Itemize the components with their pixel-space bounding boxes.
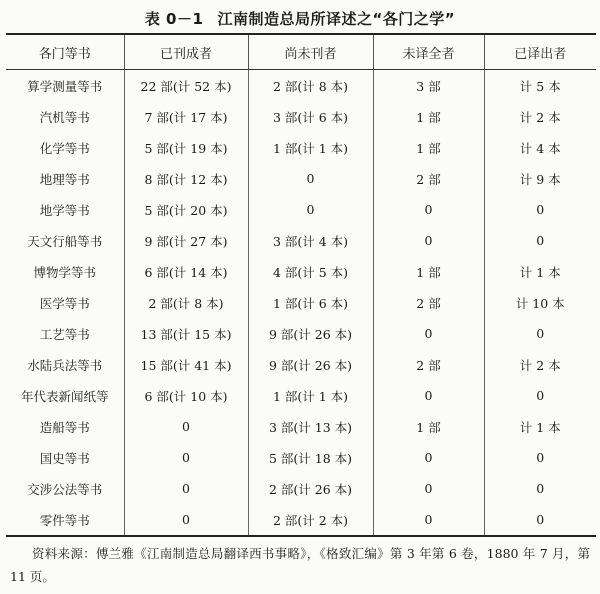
- table-cell: 9 部(计 26 本): [248, 318, 373, 349]
- category-cell: 造船等书: [39, 419, 90, 435]
- category-cell: 水陆兵法等书: [27, 357, 103, 373]
- table-row: [6, 101, 596, 132]
- table-cell: 9 部(计 27 本): [124, 225, 248, 256]
- table-cell: 计 10 本: [484, 287, 596, 318]
- table-cell: 0: [484, 318, 596, 349]
- table-cell: 0: [124, 442, 248, 473]
- table-cell: 2 部(计 2 本): [248, 504, 373, 536]
- table-cell: 计 2 本: [484, 349, 596, 380]
- table-cell: 6 部(计 14 本): [124, 256, 248, 287]
- table-number: 表 0－1: [144, 10, 204, 28]
- table-cell: 1 部(计 6 本): [248, 287, 373, 318]
- table-body: [6, 70, 596, 537]
- table-cell: 0: [373, 380, 484, 411]
- column-header: 已刊成者: [124, 34, 248, 70]
- table-cell: 3 部(计 13 本): [248, 411, 373, 442]
- table-cell: 0: [373, 194, 484, 225]
- table-cell: 2 部(计 8 本): [124, 287, 248, 318]
- table-cell: 0: [373, 473, 484, 504]
- table-cell: 2 部: [373, 163, 484, 194]
- table-cell: 计 1 本: [484, 256, 596, 287]
- table-cell: 1 部(计 1 本): [248, 132, 373, 163]
- table-cell: 计 2 本: [484, 101, 596, 132]
- category-cell: 地理等书: [39, 171, 90, 187]
- table-cell: 0: [484, 504, 596, 536]
- table-title: 江南制造总局所译述之“各门之学”: [217, 10, 456, 28]
- category-cell: 国史等书: [39, 450, 90, 466]
- table-row: [6, 349, 596, 380]
- table-cell: 1 部: [373, 101, 484, 132]
- table-cell: 3 部(计 4 本): [248, 225, 373, 256]
- table-cell: 2 部(计 26 本): [248, 473, 373, 504]
- table-cell: 计 4 本: [484, 132, 596, 163]
- table-row: [6, 70, 596, 102]
- category-cell: 地学等书: [39, 202, 90, 218]
- table-cell: 2 部: [373, 349, 484, 380]
- table-row: [6, 194, 596, 225]
- table-cell: 22 部(计 52 本): [124, 70, 248, 102]
- category-cell: 算学测量等书: [27, 78, 103, 94]
- table-cell: 0: [124, 504, 248, 536]
- table-cell: 5 部(计 20 本): [124, 194, 248, 225]
- column-header: 尚未刊者: [248, 34, 373, 70]
- table-cell: 0: [124, 411, 248, 442]
- table-row: [6, 380, 596, 411]
- table-cell: 0: [484, 442, 596, 473]
- table-row: [6, 287, 596, 318]
- table-cell: 3 部: [373, 70, 484, 102]
- table-cell: 6 部(计 10 本): [124, 380, 248, 411]
- table-cell: 0: [373, 442, 484, 473]
- category-cell: 医学等书: [39, 295, 90, 311]
- category-cell: 化学等书: [39, 140, 90, 156]
- table-row: [6, 256, 596, 287]
- table-cell: 0: [373, 225, 484, 256]
- category-cell: 天文行船等书: [27, 233, 103, 249]
- table-cell: 15 部(计 41 本): [124, 349, 248, 380]
- table-cell: 0: [484, 473, 596, 504]
- source-note: 资料来源：傅兰雅《江南制造总局翻译西书事略》，《格致汇编》第 3 年第 6 卷，1880 年 7 月，第 11 页。: [10, 546, 590, 584]
- table-cell: 0: [248, 163, 373, 194]
- table-cell: 3 部(计 6 本): [248, 101, 373, 132]
- table-cell: 7 部(计 17 本): [124, 101, 248, 132]
- category-cell: 工艺等书: [39, 326, 90, 342]
- table-cell: 8 部(计 12 本): [124, 163, 248, 194]
- table-header-row: [6, 34, 596, 70]
- table-cell: 1 部(计 1 本): [248, 380, 373, 411]
- category-cell: 汽机等书: [39, 109, 90, 125]
- table-cell: 计 1 本: [484, 411, 596, 442]
- table-cell: 0: [248, 194, 373, 225]
- table-row: [6, 504, 596, 536]
- column-header: 各门等书: [6, 34, 124, 70]
- table-row: [6, 318, 596, 349]
- table-cell: 0: [373, 504, 484, 536]
- table-row: [6, 411, 596, 442]
- table-cell: 计 9 本: [484, 163, 596, 194]
- table-cell: 计 5 本: [484, 70, 596, 102]
- table-cell: 5 部(计 18 本): [248, 442, 373, 473]
- table-cell: 4 部(计 5 本): [248, 256, 373, 287]
- column-header: 已译出者: [484, 34, 596, 70]
- table-cell: 1 部: [373, 256, 484, 287]
- table-row: [6, 163, 596, 194]
- table-row: [6, 225, 596, 256]
- table-cell: 0: [484, 380, 596, 411]
- category-cell: 博物学等书: [33, 264, 96, 280]
- table-cell: 0: [484, 194, 596, 225]
- category-cell: 交涉公法等书: [27, 481, 103, 497]
- table-cell: 0: [373, 318, 484, 349]
- table-caption: [0, 8, 600, 29]
- table-cell: 0: [484, 225, 596, 256]
- table-row: [6, 473, 596, 504]
- table-cell: 0: [124, 473, 248, 504]
- translation-table: [6, 33, 596, 537]
- table-cell: 2 部(计 8 本): [248, 70, 373, 102]
- category-cell: 年代表新闻纸等: [20, 388, 109, 404]
- table-cell: 1 部: [373, 132, 484, 163]
- table-row: [6, 442, 596, 473]
- table-cell: 9 部(计 26 本): [248, 349, 373, 380]
- table-cell: 13 部(计 15 本): [124, 318, 248, 349]
- table-cell: 2 部: [373, 287, 484, 318]
- table-row: [6, 132, 596, 163]
- table-cell: 5 部(计 19 本): [124, 132, 248, 163]
- category-cell: 零件等书: [6, 504, 124, 536]
- column-header: 未译全者: [373, 34, 484, 70]
- table-cell: 1 部: [373, 411, 484, 442]
